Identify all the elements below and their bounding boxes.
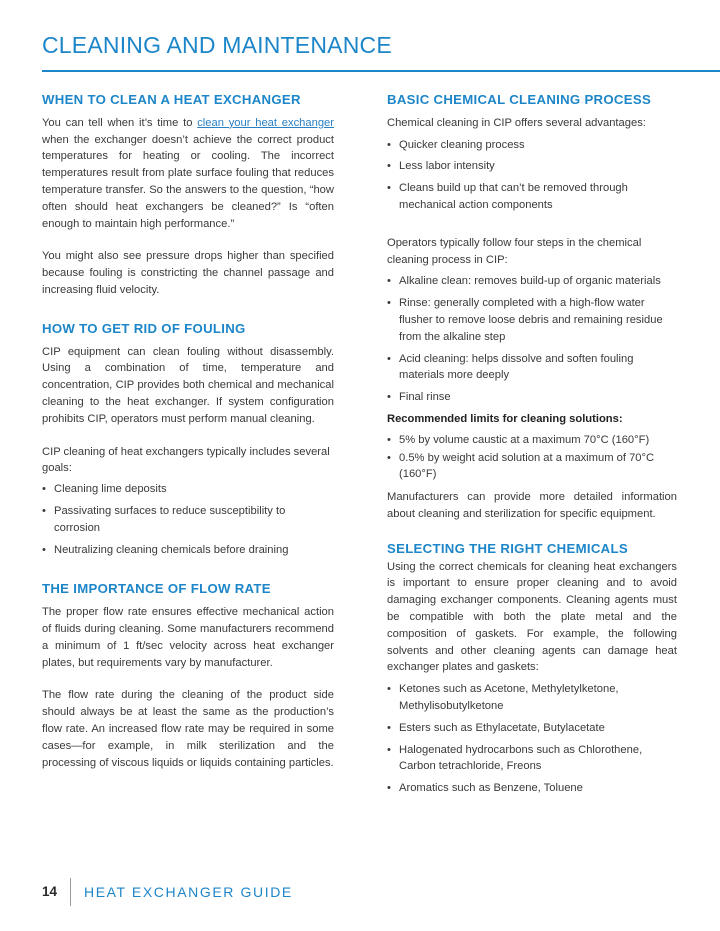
- text-run: You can tell when it’s time to: [42, 116, 198, 129]
- guide-title: HEAT EXCHANGER GUIDE: [84, 884, 293, 900]
- paragraph: The flow rate during the cleaning of the product side should always be at least the same as the production’s flow rate. An increased flow rate may be required in some cases—for example, in milk sterilization and the processing of viscous liquids or liquids containing particles.: [42, 689, 334, 769]
- footer-divider: [70, 878, 71, 906]
- section-basic-chemical-cleaning: [387, 92, 677, 523]
- page-title: CLEANING AND MAINTENANCE: [42, 32, 392, 58]
- right-column: [387, 92, 677, 802]
- steps-list: [387, 273, 677, 406]
- section-heading: THE IMPORTANCE OF FLOW RATE: [42, 581, 271, 597]
- recommended-limits-label: Recommended limits for cleaning solutions:: [387, 412, 623, 425]
- page-footer: [42, 884, 293, 900]
- section-flow-rate: [42, 581, 334, 771]
- section-when-to-clean: [42, 92, 334, 299]
- advantages-list: [387, 137, 677, 214]
- list-item: • 0.5% by weight acid solution at a maximum of 70°C (160°F): [387, 450, 677, 484]
- list-item: • Halogenated hydrocarbons such as Chlorothene, Carbon tetrachloride, Freons: [387, 742, 677, 776]
- list-item: • Final rinse: [387, 389, 677, 406]
- paragraph: Chemical cleaning in CIP offers several advantages:: [387, 116, 646, 129]
- list-item: • Less labor intensity: [387, 158, 677, 175]
- section-selecting-chemicals: [387, 541, 677, 797]
- list-item: • Rinse: generally completed with a high-flow water flusher to remove loose debris and remaining residue from the alkaline step: [387, 295, 677, 345]
- list-item: • Aromatics such as Benzene, Toluene: [387, 780, 677, 797]
- section-heading: SELECTING THE RIGHT CHEMICALS: [387, 540, 628, 556]
- paragraph: CIP equipment can clean fouling without disassembly. Using a combination of time, temperature and concentration, CIP provides both chemical and mechanical cleaning to the heat exchanger. If system configuration prohibits CIP, operators must perform manual cleaning.: [42, 345, 334, 425]
- list-item: • Ketones such as Acetone, Methyletylketone, Methylisobutylketone: [387, 681, 677, 715]
- paragraph: You might also see pressure drops higher than specified because fouling is constricting the channel passage and increasing fluid velocity.: [42, 250, 334, 296]
- limits-list: [387, 432, 677, 483]
- list-item: • 5% by volume caustic at a maximum 70°C (160°F): [387, 432, 677, 449]
- section-heading: BASIC CHEMICAL CLEANING PROCESS: [387, 92, 652, 107]
- list-item: • Neutralizing cleaning chemicals before draining: [42, 542, 334, 559]
- paragraph: [42, 115, 334, 233]
- section-heading: WHEN TO CLEAN A HEAT EXCHANGER: [42, 92, 301, 107]
- clean-your-heat-exchanger-link[interactable]: clean your heat exchanger: [197, 116, 335, 129]
- paragraph: Operators typically follow four steps in the chemical cleaning process in CIP:: [387, 236, 642, 266]
- page-number: 14: [42, 884, 58, 899]
- list-item: • Passivating surfaces to reduce susceptibility to corrosion: [42, 503, 334, 537]
- goals-list: [42, 481, 334, 558]
- list-item: • Acid cleaning: helps dissolve and soften fouling materials more deeply: [387, 351, 677, 385]
- section-get-rid-of-fouling: [42, 321, 334, 559]
- paragraph: Using the correct chemicals for cleaning heat exchangers is important to ensure proper cleaning and to avoid damaging exchanger components. Cleaning agents must be compatible with both the plate metal and the composition of gaskets. For example, the following solvents and other cleaning agents can damage heat exchanger plates and gaskets:: [387, 560, 677, 674]
- title-rule: [42, 70, 720, 72]
- paragraph: CIP cleaning of heat exchangers typically includes several goals:: [42, 445, 330, 475]
- paragraph: The proper flow rate ensures effective mechanical action of fluids during cleaning. Some manufacturers recommend a minimum of 1 ft/sec velocity across heat exchanger plates, but requirements vary by manufacturer.: [42, 606, 334, 669]
- text-run: when the exchanger doesn’t achieve the correct product temperatures for heating or cooling. The incorrect temperatures result from plate surface fouling that reduces temperature transfer. So the answers to the question, “how often should heat exchangers be cleaned?” Is “often enough to maintain high performance.”: [42, 133, 334, 230]
- left-column: [42, 92, 334, 771]
- solvents-list: [387, 681, 677, 797]
- list-item: • Cleans build up that can’t be removed through mechanical action components: [387, 180, 677, 214]
- list-item: • Esters such as Ethylacetate, Butylacetate: [387, 720, 677, 737]
- list-item: • Cleaning lime deposits: [42, 481, 334, 498]
- section-heading: HOW TO GET RID OF FOULING: [42, 320, 246, 336]
- list-item: • Alkaline clean: removes build-up of organic materials: [387, 273, 677, 290]
- list-item: • Quicker cleaning process: [387, 137, 677, 154]
- paragraph: Manufacturers can provide more detailed information about cleaning and sterilization for specific equipment.: [387, 491, 677, 520]
